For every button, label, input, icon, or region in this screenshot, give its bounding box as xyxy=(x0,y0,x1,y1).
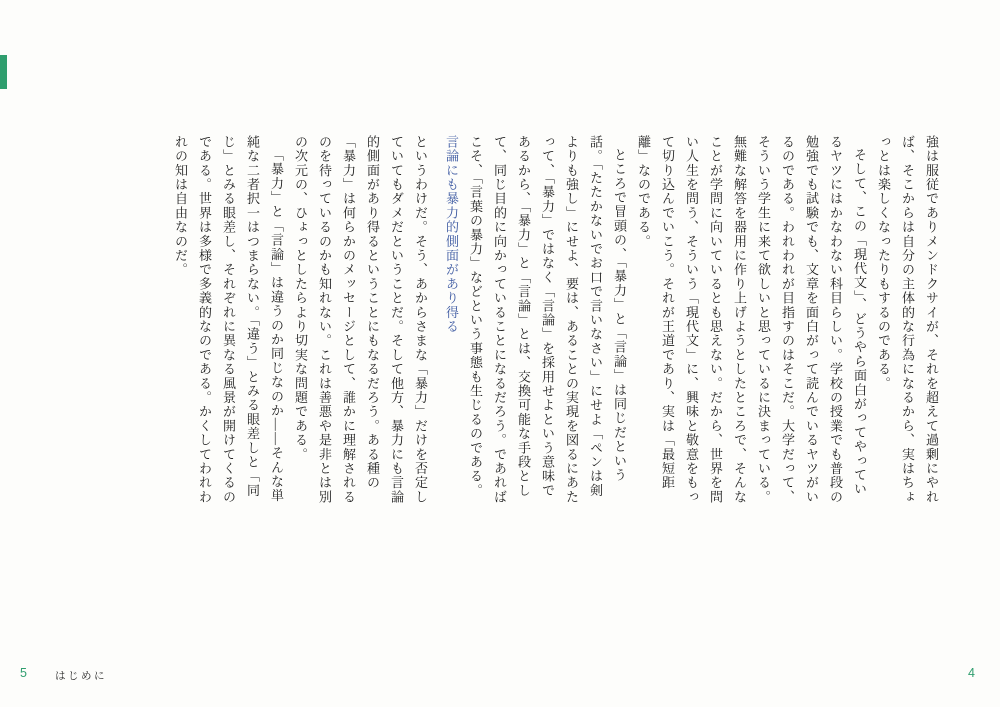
chapter-edge-tab xyxy=(0,55,7,89)
emphasis-text-blue: 言論にも暴力的側面があり得る xyxy=(444,135,459,334)
paragraph: というわけだ。そう、あからさまな「暴力」だけを否定していてもダメだということだ。そして他方、暴力にも言論的側面があり得るということにもなるだろう。ある種の「暴力」は何らかのメッセージとして、誰かに理解されるのを待っているのかも知れない。これは善悪や是非とは別の次元の、ひょっとしたらより切実な問題である。 xyxy=(293,135,428,505)
page-right-text xyxy=(439,135,943,507)
paragraph: 「暴力」と「言論」は違うのか同じなのか――そんな単純な二者択一はつまらない。「違う」とみる眼差しと「同じ」とみる眼差し、それぞれに異なる風景が開けてくるのである。世界は多様で多義的なのである。かくしてわれわれの知は自由なのだ。 xyxy=(173,135,284,505)
paragraph-text: ところで冒頭の、「暴力」と「言論」は同じだという話。「たたかないでお口で言いなさい」にせよ「ペンは剣よりも強し」にせよ、要は、あることの実現を図るにあたって、「暴力」ではなく「言論」を採用せよという意味であるから、「暴力」と「言論」とは、交換可能な手段として、同じ目的に向かっていることになるだろう。であればこそ、「言葉の暴力」などという事態も生じるのである。 xyxy=(468,135,627,505)
page-number-left: 5 xyxy=(20,666,27,680)
paragraph: 強は服従でありメンドクサイが、それを超えて過剰にやれば、そこからは自分の主体的な行為になるから、実はちょっとは楽しくなったりもするのである。 xyxy=(876,135,939,505)
paragraph: そして、この「現代文」、どうやら面白がってやっているヤツにはかなわない科目らしい。学校の授業でも普段の勉強でも試験でも、文章を面白がって読んでいるヤツがいるのである。われわれが目指すのはそこだ。大学だって、そういう学生に来て欲しいと思っているに決まっている。無難な解答を器用に作り上げようとしたところで、そんなことが学問に向いているとも思えない。だから、世界を問い人生を問う、そういう「現代文」に、興味と敬意をもって切り込んでいこう。それが王道であり、実は「最短距離」なのである。 xyxy=(636,135,867,505)
page-number-right: 4 xyxy=(968,666,975,680)
paragraph xyxy=(439,135,631,507)
running-head-chapter-title: はじめに xyxy=(55,670,107,682)
page-left-text xyxy=(168,135,432,507)
